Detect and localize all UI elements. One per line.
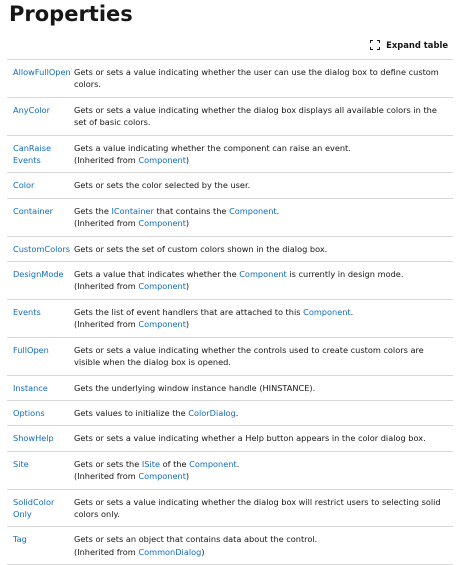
description-text <box>74 344 451 369</box>
description-text <box>74 66 451 91</box>
description-fragment: of the <box>160 458 190 469</box>
inherited-prefix: (Inherited from <box>74 471 139 482</box>
inherited-note <box>74 470 451 482</box>
property-description <box>68 382 453 394</box>
property-name-link[interactable]: Tag <box>13 534 27 545</box>
inherited-from-link[interactable]: Component <box>138 319 186 330</box>
expand-corners-icon <box>370 40 380 50</box>
property-name-link[interactable]: CanRaise Events <box>13 142 52 166</box>
table-row <box>7 338 453 376</box>
property-description <box>68 496 453 521</box>
description-text <box>74 382 451 394</box>
property-name-link[interactable]: Events <box>13 306 41 317</box>
property-description <box>68 104 453 129</box>
description-fragment: Gets or sets a value indicating whether a Help button appears in the color dialog box. <box>74 433 426 444</box>
description-text <box>74 205 451 217</box>
table-row <box>7 300 453 338</box>
description-text <box>74 306 451 318</box>
inherited-suffix: ) <box>185 155 190 166</box>
property-description <box>68 243 453 255</box>
page-title: Properties <box>9 2 133 26</box>
property-name-link[interactable]: Color <box>13 180 35 191</box>
table-row <box>7 426 453 451</box>
inherited-from-link[interactable]: Component <box>138 281 186 292</box>
description-fragment: Gets or sets the color selected by the user. <box>74 180 251 191</box>
description-fragment: Gets the underlying window instance handle (HINSTANCE). <box>74 382 316 393</box>
description-fragment: Gets or sets a value indicating whether the controls used to create custom colors are visible when the dialog box is opened. <box>74 344 424 368</box>
description-fragment: Gets a value indicating whether the component can raise an event. <box>74 142 351 153</box>
table-row <box>7 237 453 262</box>
description-text <box>74 432 451 444</box>
inherited-suffix: ) <box>185 281 190 292</box>
property-name-link[interactable]: AnyColor <box>13 104 51 115</box>
description-fragment: Gets the <box>74 205 112 216</box>
property-name-link[interactable]: ShowHelp <box>13 433 54 444</box>
description-text <box>74 533 451 545</box>
property-description <box>68 306 453 331</box>
inherited-from-link[interactable]: Component <box>138 471 186 482</box>
property-name-link[interactable]: FullOpen <box>13 344 49 355</box>
property-description <box>68 179 453 191</box>
inherited-suffix: ) <box>185 319 190 330</box>
type-link[interactable]: IContainer <box>111 205 154 216</box>
inherited-suffix: ) <box>185 471 190 482</box>
description-fragment: Gets a value that indicates whether the <box>74 269 240 280</box>
property-description <box>68 458 453 483</box>
property-description <box>68 407 453 419</box>
expand-table-label: Expand table <box>386 40 448 50</box>
property-description <box>68 66 453 91</box>
expand-table-button[interactable] <box>370 40 448 50</box>
description-fragment: Gets the list of event handlers that are attached to this <box>74 306 304 317</box>
inherited-note <box>74 154 451 166</box>
inherited-note <box>74 280 451 292</box>
property-name-link[interactable]: CustomColors <box>13 243 71 254</box>
description-fragment: that contains the <box>153 205 230 216</box>
table-row <box>7 173 453 198</box>
description-fragment: . <box>350 306 354 317</box>
inherited-prefix: (Inherited from <box>74 218 139 229</box>
inherited-suffix: ) <box>185 218 190 229</box>
property-name-link[interactable]: Container <box>13 205 54 216</box>
inherited-note <box>74 546 451 558</box>
description-fragment: Gets values to initialize the <box>74 407 189 418</box>
inherited-note <box>74 217 451 229</box>
description-fragment: Gets or sets a value indicating whether the dialog box displays all available colors in the set of basic colors. <box>74 104 437 128</box>
property-description <box>68 432 453 444</box>
property-name-link[interactable]: SolidColor Only <box>13 496 55 519</box>
table-row <box>7 527 453 565</box>
property-description <box>68 344 453 369</box>
type-link[interactable]: ColorDialog <box>188 407 236 418</box>
description-text <box>74 142 451 154</box>
inherited-prefix: (Inherited from <box>74 546 139 557</box>
table-row <box>7 136 453 174</box>
table-row <box>7 401 453 426</box>
property-name-link[interactable]: Instance <box>13 382 48 393</box>
description-text <box>74 496 451 521</box>
description-text <box>74 243 451 255</box>
description-text <box>74 268 451 280</box>
property-description <box>68 142 453 167</box>
table-row <box>7 60 453 98</box>
description-fragment: Gets or sets a value indicating whether the user can use the dialog box to define custom colors. <box>74 67 439 90</box>
property-name-link[interactable]: Options <box>13 407 45 418</box>
inherited-prefix: (Inherited from <box>74 155 139 166</box>
table-row <box>7 199 453 237</box>
type-link[interactable]: Component <box>229 205 277 216</box>
description-fragment: Gets or sets a value indicating whether the dialog box will restrict users to selecting solid colors only. <box>74 496 441 519</box>
description-fragment: . <box>235 407 239 418</box>
type-link[interactable]: ISite <box>141 458 160 469</box>
table-row <box>7 490 453 528</box>
description-text <box>74 407 451 419</box>
property-description <box>68 268 453 293</box>
property-name-link[interactable]: AllowFullOpen <box>13 67 71 77</box>
inherited-from-link[interactable]: Component <box>138 155 186 166</box>
description-text <box>74 179 451 191</box>
property-name-link[interactable]: DesignMode <box>13 269 64 280</box>
type-link[interactable]: Component <box>189 458 237 469</box>
description-fragment: . <box>236 458 240 469</box>
property-description <box>68 533 453 558</box>
type-link[interactable]: Component <box>239 269 287 280</box>
description-fragment: . <box>276 205 280 216</box>
type-link[interactable]: Component <box>303 306 351 317</box>
property-name-link[interactable]: Site <box>13 458 29 469</box>
description-fragment: Gets or sets the <box>74 458 142 469</box>
inherited-from-link[interactable]: CommonDialog <box>138 546 202 557</box>
description-fragment: Gets or sets the set of custom colors shown in the dialog box. <box>74 243 328 254</box>
table-row <box>7 262 453 300</box>
table-row <box>7 98 453 136</box>
description-text <box>74 104 451 129</box>
inherited-prefix: (Inherited from <box>74 281 139 292</box>
inherited-from-link[interactable]: Component <box>138 218 186 229</box>
table-row <box>7 452 453 490</box>
table-row <box>7 376 453 401</box>
inherited-suffix: ) <box>201 546 205 557</box>
inherited-note <box>74 318 451 330</box>
description-fragment: is currently in design mode. <box>286 269 404 280</box>
description-text <box>74 458 451 470</box>
description-fragment: Gets or sets an object that contains data about the control. <box>74 534 318 545</box>
properties-table <box>7 59 453 565</box>
inherited-prefix: (Inherited from <box>74 319 139 330</box>
property-description <box>68 205 453 230</box>
